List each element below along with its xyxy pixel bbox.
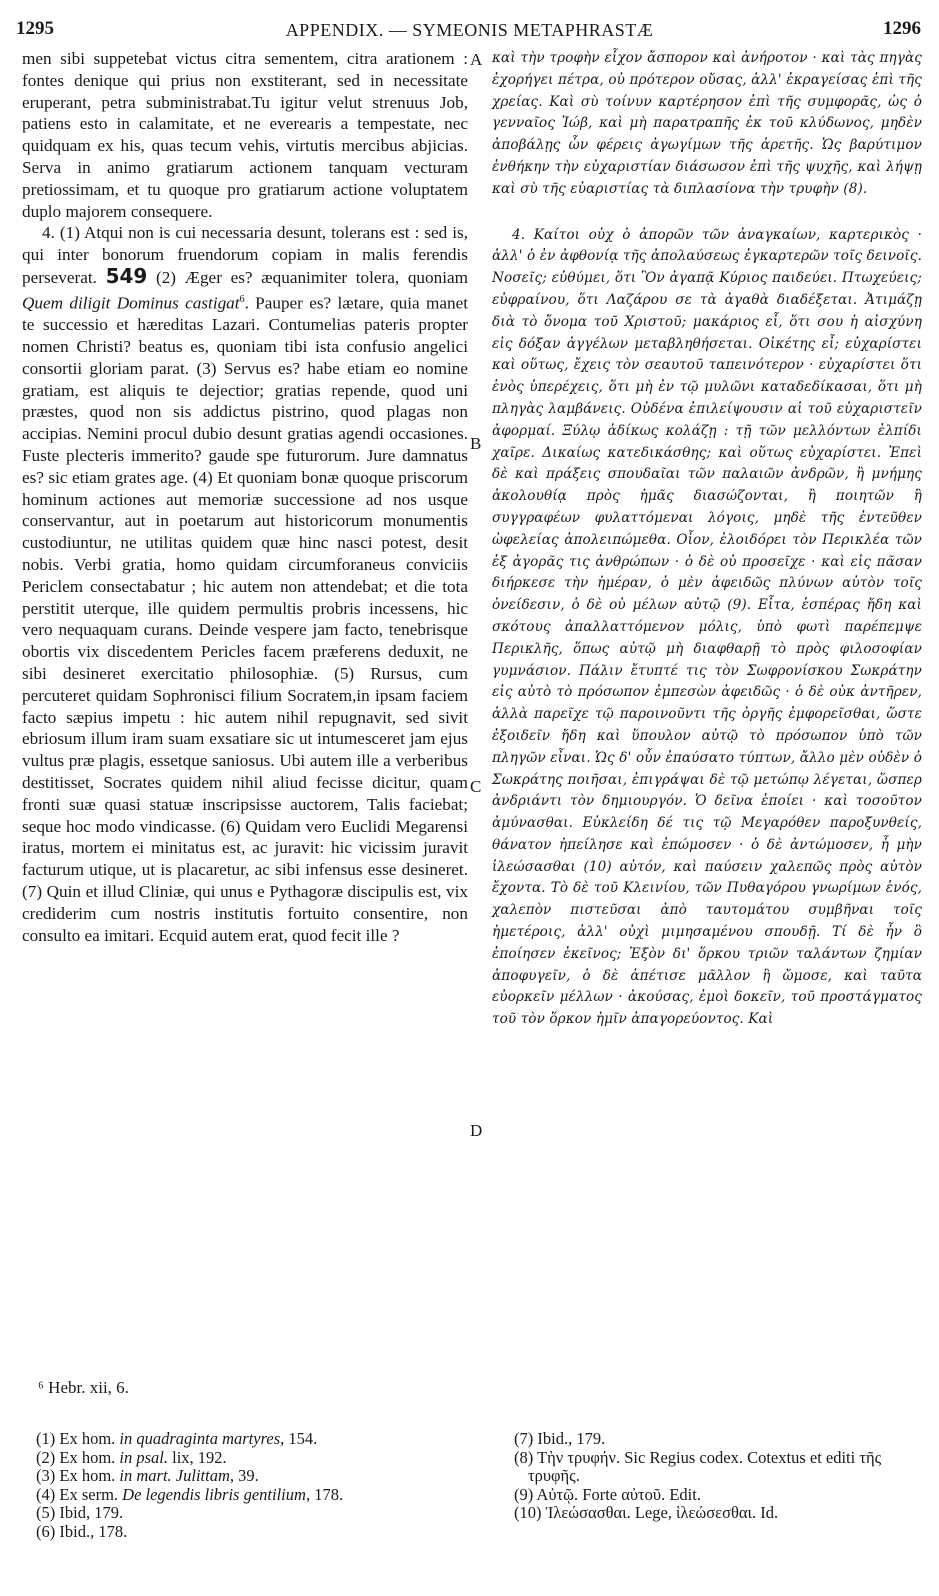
latin-text: . Pauper es? lætare, quia manet te successio et hæreditas Lazari. Contumelias pateris propter nomen Christi? beatus es, quoniam tibi ista confusio angelici consortii gloriam parat. (3) Servus es? habe etiam eo nomine gratiam, est aliquis te dejectior; gratias rependе, quod uni præstes, quod non sis addictus pistrino, quod plagas non accipias. Nemini procul dubio desunt gratias agendi occasiones. Fuste plecteris immerito? gaude spe futurorum. Jure damnatus es? sic etiam grates age. (4) Et quoniam bonæ quoque priscorum hominum actiones aut memoriæ successione ad nos usque conservantur, aut in poetarum aut historicorum monumentis custodiuntur, ne utilitas quidem quæ hinc nasci potest, desit nobis. Verbi gratia, homo quidam circumforaneus conviciis Periclem consectabatur ; hic autem non attendebat; et die tota perstitit uterque, ille quidem permultis probris incessens, hic vero nequaquam curans. Deinde vespere jam facto, tenebrisque obortis vix discedentem Pericles facem præferens deduxit, ne sibi desineret exercitatio philosophiæ. (5) Rursus, cum percuteret quidam Sophronisci filium Socratem,in ipsam faciem facto sæpius impetu : hic autem nihil repugnavit, sed sivit ebriosum illum iram suam exsatiare sic ut intumesceret jam ejus vultus præ plagis, essetque saniosus. Ubi autem ille a verberibus destitisset, Socrates quidem nihil aliud fecisse dicitur, quam fronti suæ quasi statuæ inscripsisse auctorem, Talis faciebat; seque hoc modo vindicasse. (6) Quidam vero Euclidi Megarensi iratus, mortem ei minitatus est, ac juravit: hic vicissim juravit facturum utique, ut is placaretur, ac sibi infensus esse desineret. (7) Quin et illud Cliniæ, qui unus e Pythagoræ discipulis est, vix crediderim cum nostris institutis fortuito consentire, non consulto ea imitari. Ecquid autem erat, quod fecit ille ?	[22, 293, 468, 945]
footnote: (3) Ex hom. in mart. Julittam, 39.	[36, 1466, 259, 1485]
latin-text: 4. (1) Atqui non is cui necessaria desunt, tolerans est : sed is, qui inter bonorum fruendorum copiam in malis ferendis perseverat.	[22, 223, 468, 287]
margin-letter-d: D	[470, 1121, 483, 1140]
latin-text: (2) Æger es? æquanimiter tolera, quoniam	[147, 267, 468, 287]
running-title: APPENDIX. — SYMEONIS METAPHRASTÆ	[285, 20, 654, 40]
scripture-footnote: ⁶ Hebr. xii, 6.	[38, 1378, 129, 1397]
footnote: (5) Ibid, 179.	[36, 1503, 124, 1522]
latin-paragraph-section-4	[22, 222, 468, 946]
footnotes-right	[508, 1430, 928, 1523]
margin-letter-a: A	[470, 50, 483, 69]
footnote: (9) Αὐτῷ. Forte αὐτοῦ. Edit.	[514, 1484, 701, 1504]
footnote: (4) Ex serm. De legendis libris gentilium, 178.	[36, 1484, 344, 1504]
greek-paragraph-section-4: 4. Καίτοι οὐχ ὁ ἀπορῶν τῶν ἀναγκαίων, καρτερικὸς · ἀλλ' ὁ ἐν ἀφθονίᾳ τῆς ἀπολαύσεως ἐγκαρτερῶν τοῖς δεινοῖς. Νοσεῖς; εὐθύμει, ὅτι Ὃν ἀγαπᾷ Κύριος παιδεύει. Πτωχεύεις; εὐφραίνου, ὅτι Λαζάρου σε τὰ ἀγαθὰ διαδέξεται. Ἀτιμάζῃ διὰ τὸ ὄνομα τοῦ Χριστοῦ; μακάριος εἶ, ὅτι σου ἡ αἰσχύνη εἰς δόξαν ἀγγέλων μεταβληθήσεται. Οἰκέτης εἶ; εὐχαρίστει καὶ οὕτως, ἔχεις τὸν σεαυτοῦ ταπεινότερον · εὐχαρίστει ὅτι ἑνὸς ὑπερέχεις, ὅτι μὴ ἐν τῷ μυλῶνι καταδεδίκασαι, ὅτι μὴ πληγὰς λαμβάνεις. Οὐδένα ἐπιλείψουσιν αἱ τοῦ εὐχαριστεῖν ἀφορμαί. Ξύλῳ ἀδίκως κολάζῃ : τῇ τῶν μελλόντων ἐλπίδι χαῖρε. Δικαίως κατεδικάσθης; καὶ οὕτως εὐχαρίστει. Ἐπεὶ δὲ καὶ πράξεις σπουδαῖαι τῶν παλαιῶν ἀνδρῶν, ἢ μνήμης ἀκολουθίᾳ πρὸς ἡμᾶς διασώζονται, ἢ ποιητῶν ἢ συγγραφέων φυλαττόμεναι λόγοις, μηδὲ τῆς ἐντεῦθεν ὠφελείας ἀπολειπώμεθα. Οἷον, ἐλοιδόρει τὸν Περικλέα τῶν ἐξ ἀγορᾶς τις ἀνθρώπων · ὁ δὲ οὐ προσεῖχε · καὶ εἰς πᾶσαν διήρκεσε τὴν ἡμέραν, ὁ μὲν ἀφειδῶς πλύνων αὐτὸν τοῖς ὀνείδεσιν, ὁ δὲ οὐ μέλων αὐτῷ (9). Εἶτα, ἑσπέρας ἤδη καὶ σκότους ἀπαλλαττόμενον μόλις, ὑπὸ φωτὶ παρέπεμψε Περικλῆς, ὅπως αὐτῷ μὴ διαφθαρῇ τὸ πρὸς φιλοσοφίαν γυμνάσιον. Πάλιν ἔτυπτέ τις τὸν Σωφρονίσκου Σωκράτην εἰς αὐτὸ τὸ πρόσωπον ἐμπεσὼν ἀφειδῶς · ὁ δὲ οὐκ ἀντῆρεν, ἀλλὰ παρεῖχε τῷ παροινοῦντι τῆς ὀργῆς ἐμφορεῖσθαι, ὥστε ἐξοιδεῖν ἤδη καὶ ὕπουλον αὐτῷ τὸ πρόσωπον ὑπὸ τῶν πληγῶν εἶναι. Ὡς δ' οὖν ἐπαύσατο τύπτων, ἄλλο μὲν οὐδὲν ὁ Σωκράτης ποιῆσαι, ἐπιγράψαι δὲ τῷ μετώπῳ λέγεται, ὥσπερ ἀνδριάντι τὸν δημιουργόν. Ὁ δεῖνα ἐποίει · καὶ τοσοῦτον ἀμύνασθαι. Εὐκλείδη δέ τις τῷ Μεγαρόθεν παροξυνθείς, θάνατον ἠπείλησε καὶ ἐπώμοσεν · ὁ δὲ ἀντώμοσεν, ἦ μὴν ἱλεώσασθαι (10) αὐτόν, καὶ παύσειν χαλεπῶς πρὸς αὐτὸν ἔχοντα. Τὸ δὲ τοῦ Κλεινίου, τῶν Πυθαγόρου γνωρίμων ἑνός, χαλεπὸν πιστεῦσαι ἀπὸ ταυτομάτου συμβῆναι τοῖς ἡμετέροις, ἀλλ' οὐχὶ μιμησαμένου σπουδῇ. Τί δὲ ἦν ὃ ἐποίησεν ἐκεῖνος; Ἐξὸν δι' ὅρκου τριῶν ταλάντων ζημίαν ἀποφυγεῖν, ὁ δὲ ἀπέτισε μᾶλλον ἢ ὤμοσε, καὶ ταῦτα εὐορκεῖν μέλλων · ἀκούσας, ἐμοὶ δοκεῖν, τοῦ προστάγματος τοῦ τὸν ὅρκον ἡμῖν ἀπαγορεύοντος. Καὶ	[492, 226, 922, 1028]
latin-paragraph: men sibi suppetebat victus citra sementem, citra arationem : fontes denique qui prius non exstiterant, sed in necessitate eruperant, petra subministrabat.Tu igitur velut strenuus Job, patiens esto in calamitate, et ne everearis a tempestate, nec quidquam ex his, quas tecum vehis, virtutis mercibus abjicias. Serva in animo gratiarum actionem tanquam vecturam pretiossimam, et tu quoque pro gratiarum actione voluptatem duplo majorem consequere.	[22, 49, 468, 221]
page-number-left: 1295	[16, 18, 54, 39]
scripture-quote: Quem diligit Dominus castigat	[22, 293, 240, 313]
page-header	[14, 18, 925, 48]
column-number: 549	[105, 263, 148, 288]
margin-letter-b: B	[470, 434, 482, 453]
footnote: (1) Ex hom. in quadraginta martyres, 154.	[36, 1429, 318, 1448]
footnotes-left	[36, 1430, 476, 1541]
margin-letter-c: C	[470, 777, 482, 796]
greek-paragraph: καὶ τὴν τροφὴν εἶχον ἄσπορον καὶ ἀνήροτον · καὶ τὰς πηγὰς ἐχορήγει πέτρα, οὐ πρότερον οὔσας, ἀλλ' ἐκραγείσας ἐπὶ τῆς χρείας. Καὶ σὺ τοίνυν καρτέρησον ἐπὶ τῆς συμφορᾶς, ὡς ὁ γενναῖος Ἰώβ, καὶ μὴ παρατραπῆς ἐκ τοῦ κλύδωνος, μηδὲν ἀποβάλῃς ὧν φέρεις ἀγωγίμων τῆς ἀρετῆς. Ὡς βαρύτιμον ἐνθήκην τὴν εὐχαριστίαν διάσωσον ἐπὶ τῆς ψυχῆς, καὶ λήψῃ καὶ σὺ τῆς εὐαριστίας τὰ διπλασίονα τὴν τρυφὴν (8).	[492, 50, 922, 197]
footnote: (7) Ibid., 179.	[514, 1429, 606, 1448]
footnote: (8) Τὴν τρυφήν. Sic Regius codex. Cotextus et editi τῆς τρυφῆς.	[514, 1447, 882, 1485]
footnote-ref: 6	[239, 293, 245, 305]
greek-column	[492, 48, 922, 1031]
footnote: (10) Ἱλεώσασθαι. Lege, ἱλεώσεσθαι. Id.	[514, 1503, 779, 1522]
footnote: (6) Ibid., 178.	[36, 1521, 128, 1541]
footnote: (2) Ex hom. in psal. lix, 192.	[36, 1447, 227, 1467]
page-number-right: 1296	[883, 18, 921, 39]
latin-column	[22, 48, 468, 946]
